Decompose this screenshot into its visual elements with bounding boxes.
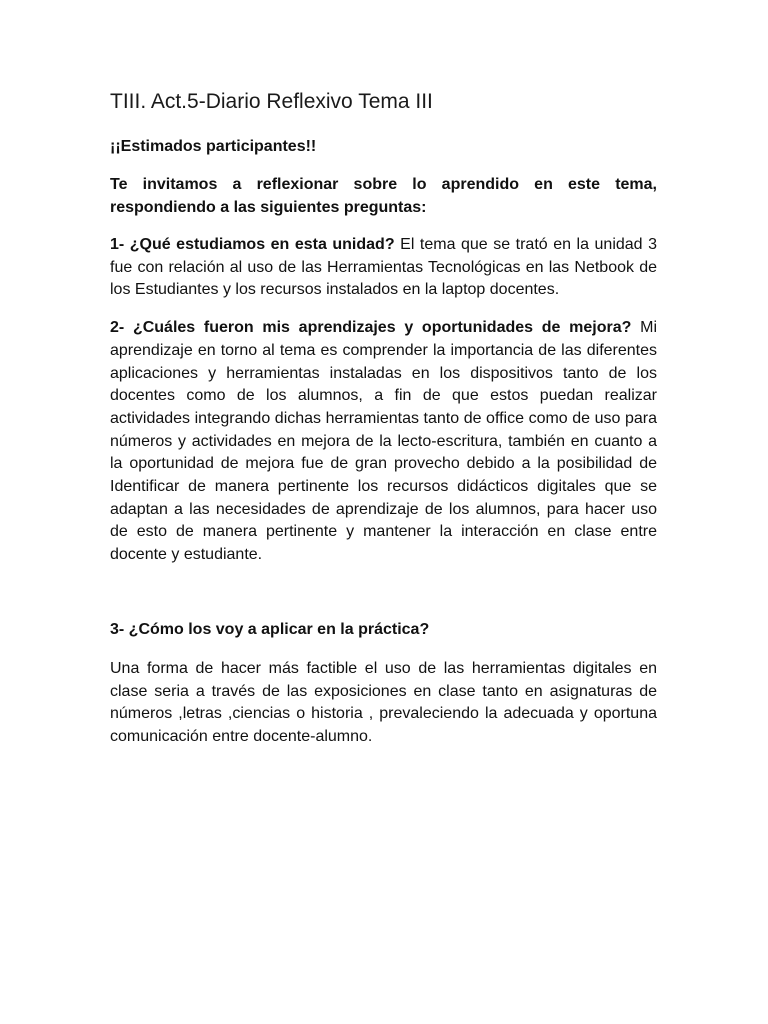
question-2: 2- ¿Cuáles fueron mis aprendizajes y oportunidades de mejora?	[110, 319, 632, 337]
question-3: 3- ¿Cómo los voy a aplicar en la práctica?	[110, 620, 430, 638]
document-page	[110, 88, 657, 764]
intro-text: Te invitamos a reflexionar sobre lo aprendido en este tema, respondiendo a las siguientes preguntas:	[110, 176, 657, 216]
greeting: ¡¡Estimados participantes!!	[110, 138, 317, 155]
document-title: TIII. Act.5-Diario Reflexivo Tema III	[110, 90, 433, 113]
answer-1: El tema que se trató en la unidad 3 fue con relación al uso de las Herramientas Tecnológicas en las Netbook de los Estudiantes y los recursos instalados en la laptop docentes.	[110, 236, 658, 299]
answer-3: Una forma de hacer más factible el uso de las herramientas digitales en clase seria a través de las exposiciones en clase tanto en asignaturas de números ,letras ,ciencias o historia , prevaleciendo la adecuada y oportuna comunicación entre docente-alumno.	[110, 659, 657, 745]
question-1: 1- ¿Qué estudiamos en esta unidad?	[110, 236, 395, 253]
question-2-paragraph	[110, 317, 657, 567]
question-1-paragraph	[110, 234, 657, 302]
answer-2: Mi aprendizaje en torno al tema es comprender la importancia de las diferentes aplicaciones y herramientas instaladas en los dispositivos tanto de los docentes como de los alumnos, a fin de que estos puedan realizar actividades integrando dichas herramientas tanto de office como de uso para números y actividades en mejora de la lecto-escritura, también en cuanto a la oportunidad de mejora fue de gran provecho debido a la posibilidad de Identificar de manera pertinente los recursos didácticos digitales que se adaptan a las necesidades de aprendizaje de los alumnos, para hacer uso de esto de manera pertinente y mantener la interacción en clase entre docente y estudiante.	[110, 319, 658, 564]
